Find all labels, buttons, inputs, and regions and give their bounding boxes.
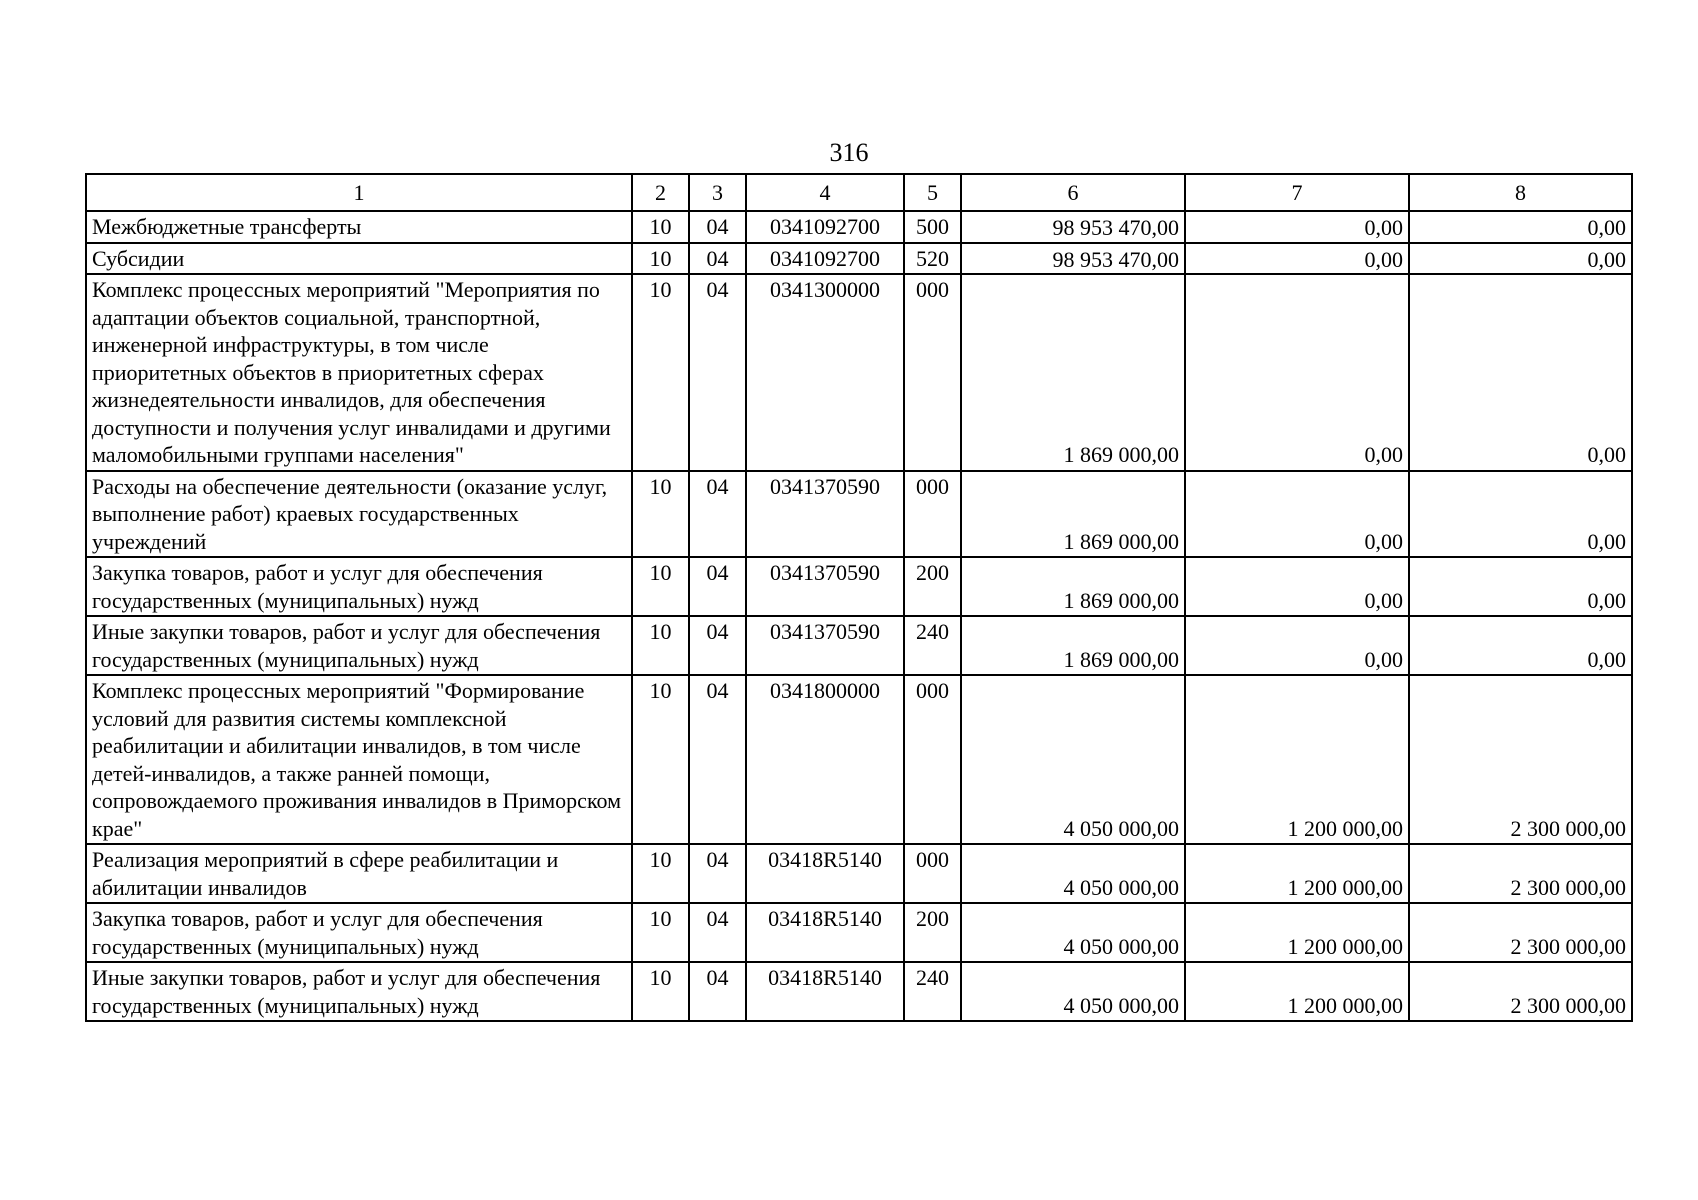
table-row	[86, 962, 1632, 1021]
amount-col6: 1 869 000,00	[961, 274, 1185, 471]
header-cell: 1	[86, 174, 632, 211]
section-code: 10	[632, 903, 689, 962]
table-row	[86, 844, 1632, 903]
subsection-code: 04	[689, 471, 746, 558]
subsection-code: 04	[689, 243, 746, 275]
subsection-code: 04	[689, 962, 746, 1021]
amount-col8: 0,00	[1409, 274, 1632, 471]
amount-col6: 98 953 470,00	[961, 211, 1185, 243]
row-description: Расходы на обеспечение деятельности (оказание услуг, выполнение работ) краевых государственных учреждений	[86, 471, 632, 558]
target-article-code: 0341092700	[746, 243, 904, 275]
amount-col6: 98 953 470,00	[961, 243, 1185, 275]
target-article-code: 03418R5140	[746, 903, 904, 962]
expense-type-code: 200	[904, 557, 961, 616]
section-code: 10	[632, 844, 689, 903]
row-description: Межбюджетные трансферты	[86, 211, 632, 243]
amount-col7: 0,00	[1185, 471, 1409, 558]
header-cell: 8	[1409, 174, 1632, 211]
amount-col8: 2 300 000,00	[1409, 962, 1632, 1021]
header-cell: 3	[689, 174, 746, 211]
subsection-code: 04	[689, 903, 746, 962]
amount-col8: 2 300 000,00	[1409, 844, 1632, 903]
section-code: 10	[632, 274, 689, 471]
amount-col6: 4 050 000,00	[961, 962, 1185, 1021]
table-row	[86, 903, 1632, 962]
expense-type-code: 000	[904, 471, 961, 558]
section-code: 10	[632, 471, 689, 558]
expense-type-code: 000	[904, 274, 961, 471]
amount-col7: 1 200 000,00	[1185, 844, 1409, 903]
target-article-code: 03418R5140	[746, 844, 904, 903]
expense-type-code: 000	[904, 844, 961, 903]
section-code: 10	[632, 962, 689, 1021]
row-description: Иные закупки товаров, работ и услуг для обеспечения государственных (муниципальных) нужд	[86, 962, 632, 1021]
subsection-code: 04	[689, 844, 746, 903]
amount-col8: 0,00	[1409, 211, 1632, 243]
amount-col7: 0,00	[1185, 557, 1409, 616]
target-article-code: 0341370590	[746, 557, 904, 616]
header-cell: 4	[746, 174, 904, 211]
row-description: Закупка товаров, работ и услуг для обеспечения государственных (муниципальных) нужд	[86, 903, 632, 962]
amount-col8: 0,00	[1409, 243, 1632, 275]
row-description: Иные закупки товаров, работ и услуг для обеспечения государственных (муниципальных) нужд	[86, 616, 632, 675]
target-article-code: 0341800000	[746, 675, 904, 844]
amount-col7: 1 200 000,00	[1185, 962, 1409, 1021]
table-row	[86, 243, 1632, 275]
header-cell: 7	[1185, 174, 1409, 211]
header-cell: 5	[904, 174, 961, 211]
row-description: Комплекс процессных мероприятий "Мероприятия по адаптации объектов социальной, транспортной, инженерной инфраструктуры, в том числе приоритетных объектов в приоритетных сферах жизнедеятельности инвалидов, для обеспечения доступности и получения услуг инвалидами и другими маломобильными группами населения"	[86, 274, 632, 471]
section-code: 10	[632, 211, 689, 243]
table-row	[86, 616, 1632, 675]
subsection-code: 04	[689, 211, 746, 243]
row-description: Реализация мероприятий в сфере реабилитации и абилитации инвалидов	[86, 844, 632, 903]
section-code: 10	[632, 557, 689, 616]
target-article-code: 0341370590	[746, 616, 904, 675]
amount-col6: 4 050 000,00	[961, 903, 1185, 962]
budget-table	[85, 173, 1633, 1022]
subsection-code: 04	[689, 557, 746, 616]
expense-type-code: 500	[904, 211, 961, 243]
amount-col7: 0,00	[1185, 616, 1409, 675]
expense-type-code: 240	[904, 962, 961, 1021]
subsection-code: 04	[689, 616, 746, 675]
amount-col8: 2 300 000,00	[1409, 903, 1632, 962]
amount-col7: 0,00	[1185, 211, 1409, 243]
table-row	[86, 211, 1632, 243]
amount-col7: 0,00	[1185, 243, 1409, 275]
table-row	[86, 675, 1632, 844]
header-cell: 6	[961, 174, 1185, 211]
page-number: 316	[829, 138, 869, 167]
amount-col6: 1 869 000,00	[961, 557, 1185, 616]
expense-type-code: 000	[904, 675, 961, 844]
target-article-code: 03418R5140	[746, 962, 904, 1021]
target-article-code: 0341092700	[746, 211, 904, 243]
row-description: Комплекс процессных мероприятий "Формирование условий для развития системы комплексной реабилитации и абилитации инвалидов, в том числе детей-инвалидов, а также ранней помощи, сопровождаемого проживания инвалидов в Приморском крае"	[86, 675, 632, 844]
subsection-code: 04	[689, 675, 746, 844]
amount-col8: 2 300 000,00	[1409, 675, 1632, 844]
table-row	[86, 471, 1632, 558]
target-article-code: 0341370590	[746, 471, 904, 558]
amount-col6: 1 869 000,00	[961, 616, 1185, 675]
amount-col8: 0,00	[1409, 557, 1632, 616]
amount-col7: 1 200 000,00	[1185, 675, 1409, 844]
expense-type-code: 200	[904, 903, 961, 962]
expense-type-code: 520	[904, 243, 961, 275]
amount-col6: 4 050 000,00	[961, 675, 1185, 844]
table-row	[86, 274, 1632, 471]
amount-col8: 0,00	[1409, 616, 1632, 675]
table-row	[86, 557, 1632, 616]
amount-col7: 0,00	[1185, 274, 1409, 471]
target-article-code: 0341300000	[746, 274, 904, 471]
row-description: Закупка товаров, работ и услуг для обеспечения государственных (муниципальных) нужд	[86, 557, 632, 616]
expense-type-code: 240	[904, 616, 961, 675]
amount-col8: 0,00	[1409, 471, 1632, 558]
amount-col6: 1 869 000,00	[961, 471, 1185, 558]
section-code: 10	[632, 616, 689, 675]
row-description: Субсидии	[86, 243, 632, 275]
header-cell: 2	[632, 174, 689, 211]
amount-col6: 4 050 000,00	[961, 844, 1185, 903]
header-row	[86, 174, 1632, 211]
section-code: 10	[632, 243, 689, 275]
section-code: 10	[632, 675, 689, 844]
amount-col7: 1 200 000,00	[1185, 903, 1409, 962]
subsection-code: 04	[689, 274, 746, 471]
